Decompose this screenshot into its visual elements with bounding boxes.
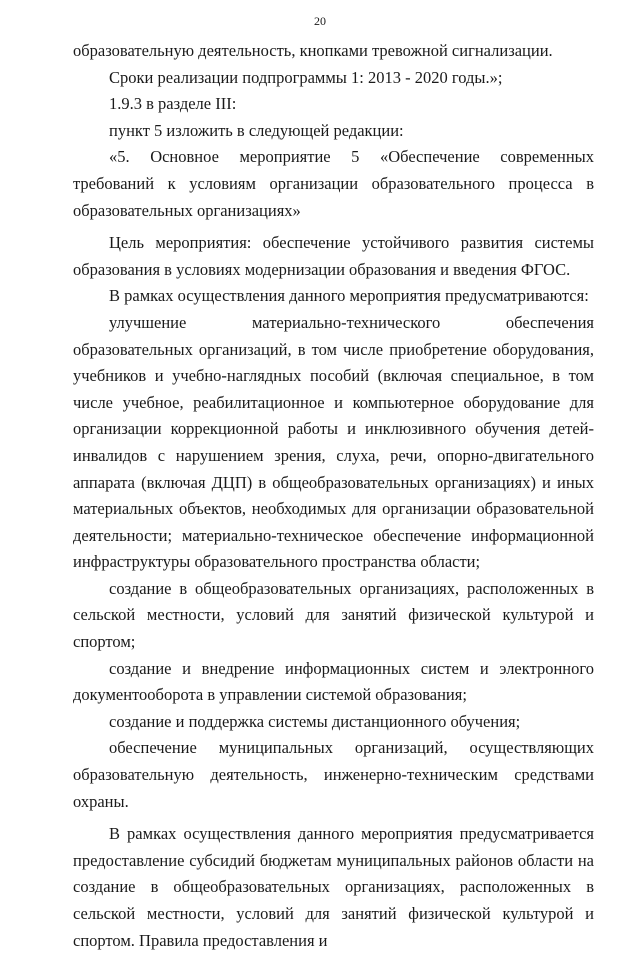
paragraph: В рамках осуществления данного мероприятия предусматриваются:: [109, 286, 589, 306]
paragraph: обеспечение муниципальных организаций, осуществляющих образовательную деятельность, инженерно-техническим средствами охраны.: [73, 738, 594, 811]
paragraph: Цель мероприятия: обеспечение устойчивого развития системы образования в условиях модернизации образования и введения ФГОС.: [73, 233, 594, 279]
paragraph: создание и поддержка системы дистанционного обучения;: [109, 711, 521, 731]
paragraph: создание в общеобразовательных организациях, расположенных в сельской местности, условий для занятий физической культурой и спортом;: [73, 578, 594, 652]
paragraph: образовательную деятельность, кнопками тревожной сигнализации.: [73, 41, 553, 60]
paragraph: В рамках осуществления данного мероприятия предусматривается предоставление субсидий бюджетам муниципальных районов области на создание в общеобразовательных организациях, расположенных в сельской местности, условий для занятий физической культурой и спортом. Правила предоставления и: [73, 824, 594, 950]
paragraph: пункт 5 изложить в следующей редакции:: [109, 120, 404, 140]
paragraph: Сроки реализации подпрограммы 1: 2013 - 2020 годы.»;: [109, 67, 503, 87]
page-number: 20: [314, 14, 326, 28]
paragraph: улучшение материально-технического обеспечения образовательных организаций, в том числе приобретение оборудования, учебников и учебно-наглядных пособий (включая специальное, в том числе учебное, реабилитационное и компьютерное оборудование для организации коррекционной работы и инклюзивного обучения детей-инвалидов с нарушением зрения, слуха, речи, опорно-двигательного аппарата (включая ДЦП) в общеобразовательных организациях) и иных материальных объектов, необходимых для организации образовательной деятельности; материально-техническое обеспечение информационной инфраструктуры образовательного пространства области;: [73, 312, 594, 572]
document-body: [73, 38, 594, 954]
paragraph: создание и внедрение информационных систем и электронного документооборота в управлении системой образования;: [73, 658, 594, 705]
paragraph: «5. Основное мероприятие 5 «Обеспечение современных требований к условиям организации образовательного процесса в образовательных организациях»: [73, 147, 594, 220]
paragraph: 1.9.3 в разделе III:: [109, 94, 237, 114]
